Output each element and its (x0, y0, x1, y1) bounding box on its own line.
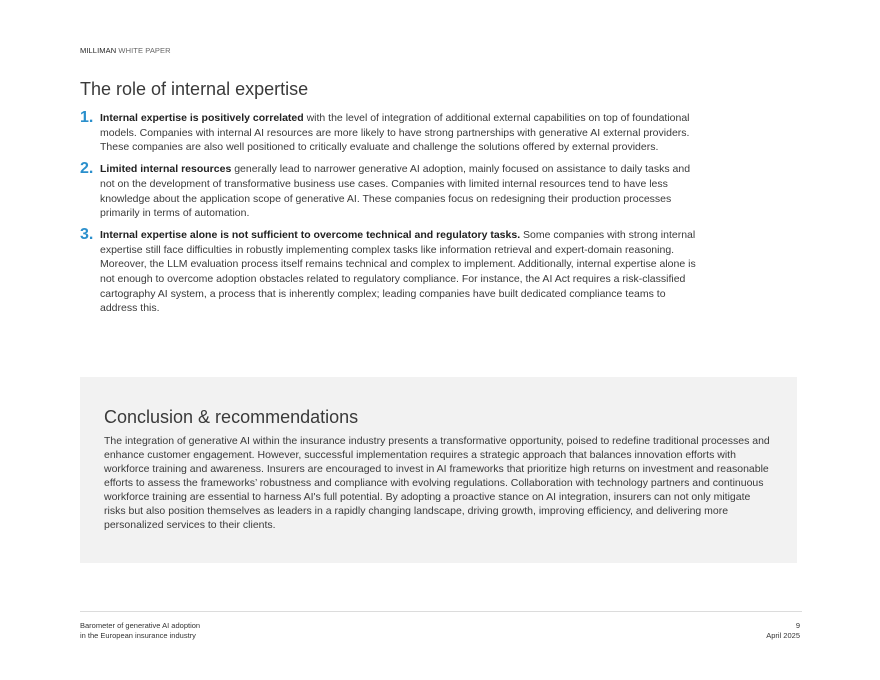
list-item-body: generally lead to narrower generative AI adoption, mainly focused on assistance to daily tasks and not on the development of transformative business use cases. Companies with limited internal resources tend to have less knowledge about the application scope of generative AI. These companies focus on redesigning their production processes primarily in terms of automation. (100, 163, 691, 220)
list-item-text (100, 228, 700, 316)
numbered-list (80, 111, 700, 323)
list-item (80, 162, 700, 221)
conclusion-title: Conclusion & recommendations (104, 407, 359, 427)
list-item-bold-lead: Limited internal resources (100, 163, 232, 176)
list-item (80, 111, 700, 155)
footer-divider (80, 611, 802, 612)
page-number: 9 (795, 621, 800, 630)
footer-date: April 2025 (766, 631, 800, 640)
list-item-text (100, 111, 700, 155)
footer-document-title (80, 621, 200, 641)
list-item-number: 3. (80, 225, 94, 243)
list-item-number: 2. (80, 160, 94, 178)
header-subtitle: WHITE PAPER (118, 46, 171, 55)
footer-page-info (766, 621, 800, 641)
conclusion-box (80, 377, 797, 563)
list-item (80, 225, 700, 316)
list-item-text (100, 162, 700, 221)
list-item-body: with the level of integration of additional external capabilities on top of foundational models. Companies with internal AI resources are more likely to have strong partnerships with generative AI external providers. These companies are also well positioned to critically evaluate and challenge the solutions offered by external providers. (100, 112, 690, 154)
list-item-bold-lead: Internal expertise alone is not sufficient to overcome technical and regulatory tasks. (100, 228, 521, 241)
list-item-number: 1. (80, 109, 94, 126)
list-item-bold-lead: Internal expertise is positively correlated (100, 112, 304, 124)
brand-name: MILLIMAN (80, 46, 117, 55)
list-item-body: Some companies with strong internal expertise still face difficulties in robustly implementing complex tasks like information retrieval and expert-domain reasoning. Moreover, the LLM evaluation process itself remains technical and complex to implement. Additionally, internal expertise alone is not enough to overcome adoption obstacles related to regulatory compliance. For instance, the AI Act requires a risk-classified cartography AI system, a process that is inherently complex; leading companies have built dedicated compliance teams to address this. (100, 228, 696, 315)
page-header (80, 46, 171, 55)
conclusion-body: The integration of generative AI within the insurance industry presents a transformative opportunity, poised to redefine traditional processes and enhance customer engagement. However, successful implementation requires a strategic approach that balances innovation efforts with workforce training and awareness. Insurers are encouraged to invest in AI frameworks that prioritize high returns on investment and reasonable efforts to assess the frameworks’ robustness and compliance with evolving regulations. Collaboration with technology partners and continuous workforce training are essential to harness AI's full potential. By adopting a proactive stance on AI integration, insurers can not only mitigate risks but also position themselves as leaders in a rapidly changing landscape, driving growth, improving efficiency, and delivering more personalized services to their clients. (104, 435, 770, 531)
footer-title-line1: Barometer of generative AI adoption (80, 621, 201, 630)
section-title: The role of internal expertise (80, 79, 309, 99)
footer-title-line2: in the European insurance industry (80, 631, 196, 640)
